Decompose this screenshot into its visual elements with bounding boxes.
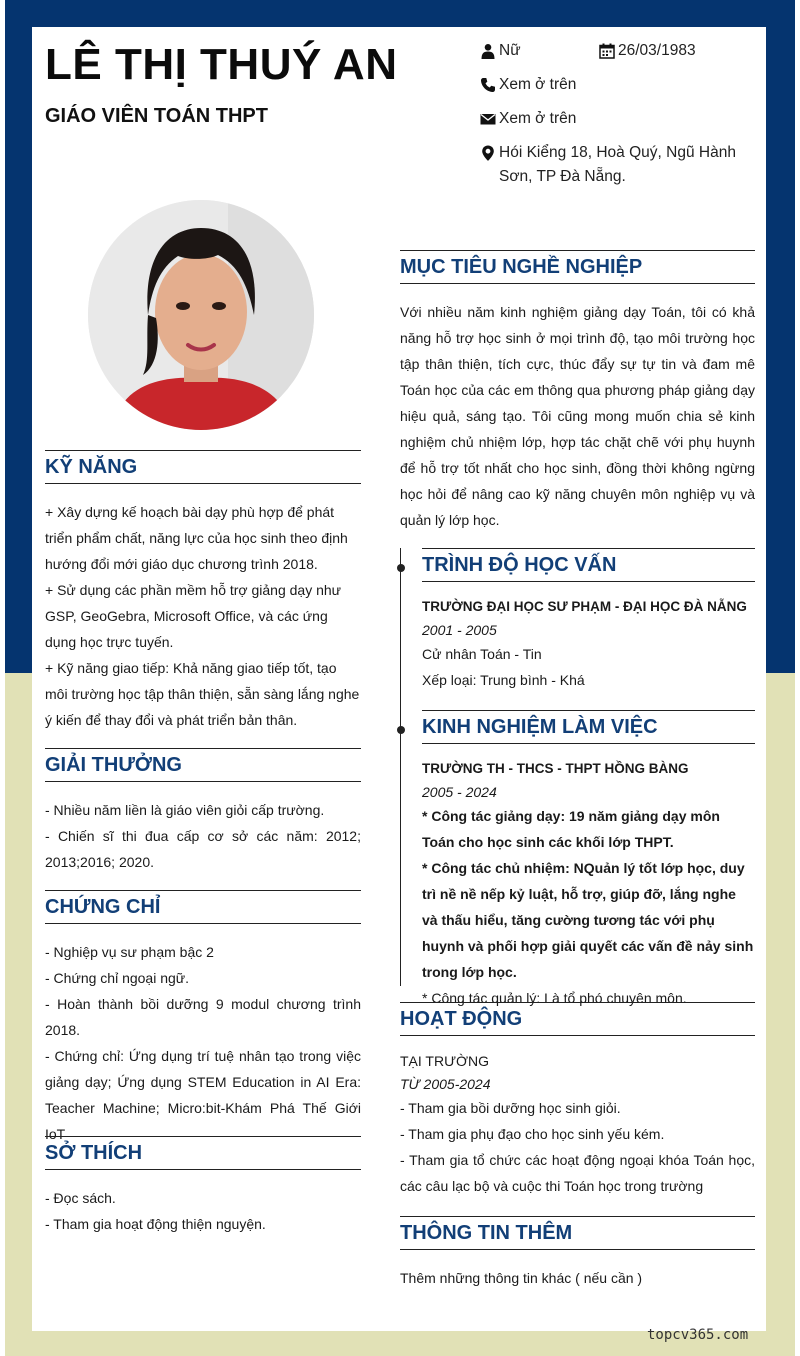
address xyxy=(480,141,755,189)
skill-item: + Kỹ năng giao tiếp: Khả năng giao tiếp tốt, tạo môi trường học tập thân thiện, sẵn sàng lắng nghe ý kiến để thay đổi và phát triển bản thân. xyxy=(45,660,360,728)
certificate-item: - Chứng chỉ: Ứng dụng trí tuệ nhân tạo trong việc giảng dạy; Ứng dụng STEM Education in AI Era: Teacher Machine; Micro:bit-Khám Phá Thế Giới IoT xyxy=(45,1048,361,1142)
activities-place: TẠI TRƯỜNG xyxy=(400,1053,490,1069)
job-title: GIÁO VIÊN TOÁN THPT xyxy=(45,105,268,127)
experience-period: 2005 - 2024 xyxy=(422,784,497,800)
envelope-icon xyxy=(480,111,496,127)
activity-item: - Tham gia bồi dưỡng học sinh giỏi. xyxy=(400,1100,621,1116)
hobby-item: - Đọc sách. xyxy=(45,1190,116,1206)
activity-item: - Tham gia phụ đạo cho học sinh yếu kém. xyxy=(400,1126,665,1142)
experience-item: * Công tác quản lý: Là tổ phó chuyên môn. xyxy=(422,990,687,1006)
additional-text: Thêm những thông tin khác ( nếu cần ) xyxy=(400,1270,643,1286)
certificate-item: - Nghiệp vụ sư phạm bậc 2 xyxy=(45,944,214,960)
experience-entry xyxy=(422,757,755,1011)
timeline-dot xyxy=(397,564,405,572)
activities-heading: HOẠT ĐỘNG xyxy=(400,1002,755,1036)
education-entry xyxy=(422,595,755,693)
profile-photo xyxy=(88,200,314,430)
location-pin-icon xyxy=(480,144,496,162)
candidate-name: LÊ THỊ THUÝ AN xyxy=(45,40,398,89)
skills-heading: KỸ NĂNG xyxy=(45,450,361,484)
person-icon xyxy=(480,43,496,59)
phone-icon xyxy=(480,77,496,93)
hobbies-list xyxy=(45,1185,361,1237)
email-value: Xem ở trên xyxy=(499,110,577,127)
certificate-item: - Chứng chỉ ngoại ngữ. xyxy=(45,970,190,986)
birthdate xyxy=(599,39,759,63)
activities-period: TỪ 2005-2024 xyxy=(400,1076,491,1092)
timeline-line xyxy=(400,548,401,986)
hobbies-heading: SỞ THÍCH xyxy=(45,1136,361,1170)
award-item: - Chiến sĩ thi đua cấp cơ sở các năm: 2012; 2013;2016; 2020. xyxy=(45,828,361,870)
email xyxy=(480,107,680,131)
phone xyxy=(480,73,680,97)
watermark: topcv365.com xyxy=(647,1327,749,1343)
education-period: 2001 - 2005 xyxy=(422,622,497,638)
certificates-list xyxy=(45,939,361,1147)
additional-heading: THÔNG TIN THÊM xyxy=(400,1216,755,1250)
address-value: Hói Kiểng 18, Hoà Quý, Ngũ Hành Sơn, TP Đà Nẵng. xyxy=(499,144,736,185)
objective-text: Với nhiều năm kinh nghiệm giảng dạy Toán, tôi có khả năng hỗ trợ học sinh ở mọi trình độ, tạo môi trường học tập thân thiện, tích cực, thúc đẩy sự tự tin và đam mê Toán học của các em thông qua phương pháp giảng dạy hiệu quả, sáng tạo. Tôi cũng mong muốn chia sẻ kinh nghiệm chủ nhiệm lớp, hợp tác chặt chẽ với phụ huynh để hỗ trợ tốt nhất cho học sinh, đồng thời không ngừng học hỏi để nâng cao kỹ năng chuyên môn nghiệp vụ và quản lý lớp học. xyxy=(400,304,755,528)
certificates-heading: CHỨNG CHỈ xyxy=(45,890,361,924)
experience-heading: KINH NGHIỆM LÀM VIỆC xyxy=(422,710,755,744)
education-heading: TRÌNH ĐỘ HỌC VẤN xyxy=(422,548,755,582)
experience-item: * Công tác chủ nhiệm: NQuản lý tốt lớp học, duy trì nề nề nếp kỷ luật, hỗ trợ, giúp đỡ, lắng nghe và thấu hiểu, tăng cường tương tác với phụ huynh và phối hợp giải quyết các vấn đề nảy sinh trong lớp học. xyxy=(422,860,754,980)
activity-item: - Tham gia tổ chức các hoạt động ngoại khóa Toán học, các câu lạc bộ và cuộc thi Toán học trong trường xyxy=(400,1152,755,1194)
certificate-item: - Hoàn thành bồi dưỡng 9 modul chương trình 2018. xyxy=(45,996,361,1038)
skill-item: + Xây dựng kế hoạch bài dạy phù hợp để phát triển phẩm chất, năng lực của học sinh theo định hướng đổi mới giáo dục chương trình 2018. xyxy=(45,504,348,572)
activities-entry xyxy=(400,1049,755,1199)
award-item: - Nhiều năm liền là giáo viên giỏi cấp trường. xyxy=(45,802,325,818)
awards-heading: GIẢI THƯỞNG xyxy=(45,748,361,782)
portrait-illustration xyxy=(88,200,314,430)
skill-item: + Sử dụng các phần mềm hỗ trợ giảng dạy như GSP, GeoGebra, Microsoft Office, và các ứng dụng học trực tuyến. xyxy=(45,582,342,650)
experience-item: * Công tác giảng dạy: 19 năm giảng dạy môn Toán cho học sinh các khối lớp THPT. xyxy=(422,808,720,850)
gender-value: Nữ xyxy=(499,42,521,59)
gender xyxy=(480,39,590,63)
awards-list xyxy=(45,797,361,875)
phone-value: Xem ở trên xyxy=(499,76,577,93)
education-degree: Cử nhân Toán - Tin xyxy=(422,646,542,662)
education-school: TRƯỜNG ĐẠI HỌC SƯ PHẠM - ĐẠI HỌC ĐÀ NẴNG xyxy=(422,599,747,614)
birthdate-value: 26/03/1983 xyxy=(618,42,696,59)
skills-list xyxy=(45,499,361,733)
objective-heading: MỤC TIÊU NGHỀ NGHIỆP xyxy=(400,250,755,284)
timeline-dot xyxy=(397,726,405,734)
calendar-icon xyxy=(599,43,615,59)
experience-company: TRƯỜNG TH - THCS - THPT HỒNG BÀNG xyxy=(422,761,689,776)
hobby-item: - Tham gia hoạt động thiện nguyện. xyxy=(45,1216,266,1232)
education-grade: Xếp loại: Trung bình - Khá xyxy=(422,672,585,688)
